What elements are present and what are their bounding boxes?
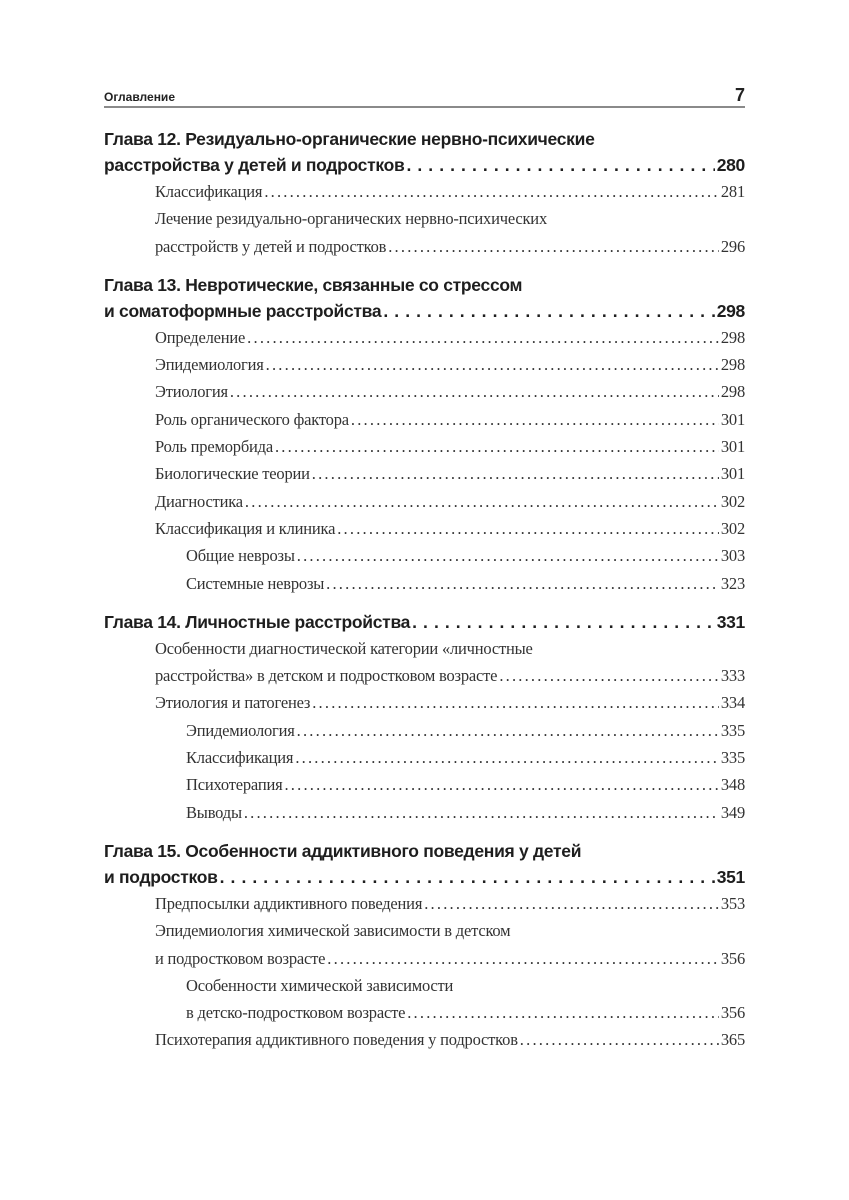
running-head-title: Оглавление xyxy=(104,90,175,104)
chapter-title-text: и подростков xyxy=(104,866,218,887)
page-number: 7 xyxy=(734,85,745,105)
entry-title: Классификация и клиника xyxy=(155,518,336,538)
entry-title: Классификация xyxy=(186,748,294,768)
dot-leader xyxy=(244,799,719,826)
entry-page: 281 xyxy=(720,182,745,201)
toc-entry[interactable] xyxy=(104,178,745,205)
chapter-13 xyxy=(104,272,745,597)
chapter-15 xyxy=(104,838,745,1054)
dot-leader xyxy=(266,351,719,378)
entry-title: Биологические теории xyxy=(155,464,310,484)
toc-entry[interactable] xyxy=(104,324,745,351)
toc-subentry[interactable] xyxy=(104,771,745,798)
toc-entry[interactable] xyxy=(104,890,745,917)
entry-title: Диагностика xyxy=(155,491,243,511)
toc-entry[interactable] xyxy=(104,945,745,972)
entry-title: Системные неврозы xyxy=(186,573,325,593)
chapter-title-text: Глава 14. Личностные расстройства xyxy=(104,611,411,632)
entry-page: 301 xyxy=(720,409,745,429)
entry-title: Психотерапия аддиктивного поведения у подростков xyxy=(155,1030,518,1050)
chapter-title-row[interactable] xyxy=(104,864,745,890)
toc-entry[interactable] xyxy=(104,1026,745,1053)
entry-page: 298 xyxy=(720,355,745,375)
dot-leader xyxy=(247,324,719,351)
toc-entry[interactable] xyxy=(104,233,745,260)
chapter-title-row[interactable] xyxy=(104,609,745,635)
toc-entry[interactable] xyxy=(104,515,745,542)
dot-leader xyxy=(499,662,719,689)
dot-leader xyxy=(351,406,719,433)
dot-leader xyxy=(312,689,719,716)
entry-title-line: Эпидемиология химической зависимости в детском xyxy=(155,921,511,941)
entry-title: Роль преморбида xyxy=(155,437,273,457)
entry-title: Выводы xyxy=(186,802,242,822)
toc-subentry[interactable] xyxy=(104,717,745,744)
entry-page: 348 xyxy=(720,775,745,795)
chapter-title-line: Глава 12. Резидуально-органические нервно-психические xyxy=(104,129,595,149)
entry-title-line: Особенности диагностической категории «личностные xyxy=(155,638,533,658)
entry-page: 334 xyxy=(720,693,745,713)
dot-leader xyxy=(407,999,719,1026)
toc-entry[interactable] xyxy=(104,378,745,405)
entry-title-line: Особенности химической зависимости xyxy=(186,975,454,995)
entry-title: в детско-подростковом возрасте xyxy=(186,1003,406,1023)
chapter-title-text: и соматоформные расстройства xyxy=(104,300,382,321)
toc-entry[interactable] xyxy=(104,662,745,689)
toc-subentry[interactable] xyxy=(104,570,745,597)
entry-title: Предпосылки аддиктивного поведения xyxy=(155,893,423,913)
chapter-14 xyxy=(104,609,745,826)
dot-leader xyxy=(326,570,719,597)
entry-page: 335 xyxy=(720,748,745,768)
dot-leader xyxy=(406,152,714,178)
dot-leader xyxy=(383,298,714,324)
chapter-title-line: Глава 15. Особенности аддиктивного поведения у детей xyxy=(104,840,582,861)
dot-leader xyxy=(424,890,719,917)
entry-title: и подростковом возрасте xyxy=(155,948,326,968)
toc-subentry[interactable] xyxy=(104,799,745,826)
chapter-12 xyxy=(104,126,745,260)
entry-title: расстройства» в детском и подростковом возрасте xyxy=(155,666,498,686)
dot-leader xyxy=(312,460,719,487)
chapter-page: 351 xyxy=(716,866,745,887)
dot-leader xyxy=(297,717,719,744)
entry-page: 349 xyxy=(720,802,745,822)
chapter-title-line: Глава 13. Невротические, связанные со стрессом xyxy=(104,274,523,295)
entry-page: 365 xyxy=(720,1030,745,1050)
entry-title: расстройств у детей и подростков xyxy=(155,236,387,256)
dot-leader xyxy=(337,515,719,542)
entry-title: Определение xyxy=(155,327,246,347)
entry-title: Психотерапия xyxy=(186,775,283,795)
toc-subentry[interactable] xyxy=(104,744,745,771)
entry-page: 302 xyxy=(720,491,745,511)
table-of-contents xyxy=(104,126,745,1054)
entry-page: 356 xyxy=(720,1003,745,1023)
entry-page: 296 xyxy=(720,236,745,256)
entry-page: 303 xyxy=(720,546,745,566)
chapter-page: 280 xyxy=(716,155,745,175)
entry-title: Эпидемиология xyxy=(155,355,264,375)
dot-leader xyxy=(275,433,719,460)
toc-entry[interactable] xyxy=(104,406,745,433)
entry-page: 301 xyxy=(720,464,745,484)
dot-leader xyxy=(388,233,719,260)
dot-leader xyxy=(412,609,715,635)
entry-title: Этиология xyxy=(155,382,228,402)
chapter-page: 331 xyxy=(716,611,745,632)
entry-page: 353 xyxy=(720,893,745,913)
chapter-title-row[interactable] xyxy=(104,298,745,324)
entry-page: 323 xyxy=(720,573,745,593)
chapter-page: 298 xyxy=(716,300,745,321)
entry-page: 298 xyxy=(720,382,745,402)
entry-page: 335 xyxy=(720,720,745,740)
entry-title: Эпидемиология xyxy=(186,720,295,740)
dot-leader xyxy=(284,771,718,798)
dot-leader xyxy=(520,1026,719,1053)
entry-page: 356 xyxy=(720,948,745,968)
dot-leader xyxy=(327,945,719,972)
toc-page xyxy=(104,82,745,1066)
entry-title: Роль органического фактора xyxy=(155,409,349,429)
entry-page: 301 xyxy=(720,437,745,457)
dot-leader xyxy=(230,378,719,405)
entry-title: Классификация xyxy=(155,182,263,201)
toc-entry[interactable] xyxy=(104,351,745,378)
chapter-title-text: расстройства у детей и подростков xyxy=(104,155,405,175)
dot-leader xyxy=(295,744,719,771)
chapter-title-row[interactable] xyxy=(104,152,745,178)
toc-entry[interactable] xyxy=(104,433,745,460)
toc-entry[interactable] xyxy=(104,689,745,716)
entry-page: 333 xyxy=(720,666,745,686)
toc-subentry[interactable] xyxy=(104,999,745,1026)
dot-leader xyxy=(297,542,719,569)
entry-title: Общие неврозы xyxy=(186,546,295,566)
entry-title-line: Лечение резидуально-органических нервно-психических xyxy=(155,209,547,229)
toc-subentry[interactable] xyxy=(104,542,745,569)
entry-page: 302 xyxy=(720,518,745,538)
dot-leader xyxy=(220,864,715,890)
dot-leader xyxy=(245,488,719,515)
toc-entry[interactable] xyxy=(104,460,745,487)
running-head xyxy=(104,82,745,108)
toc-entry[interactable] xyxy=(104,488,745,515)
dot-leader xyxy=(264,178,719,205)
entry-page: 298 xyxy=(720,327,745,347)
entry-title: Этиология и патогенез xyxy=(155,693,311,713)
